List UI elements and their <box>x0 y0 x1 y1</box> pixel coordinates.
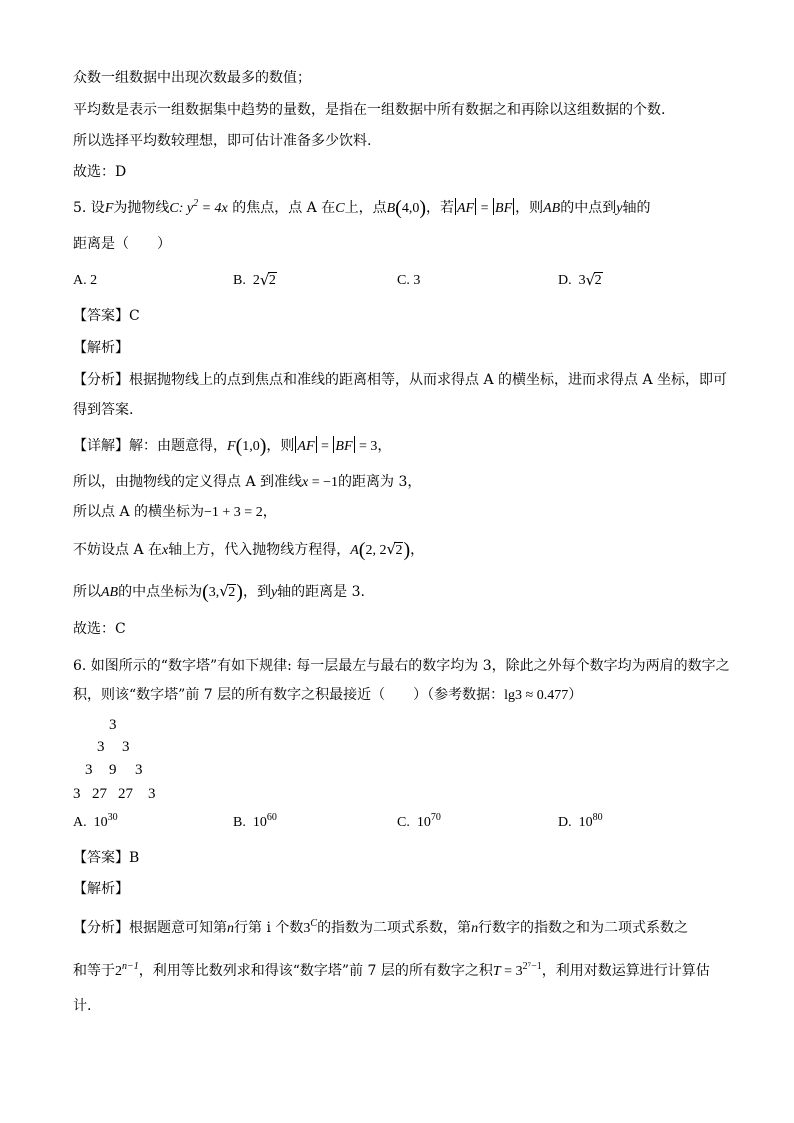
q5-solution-line-3 <box>73 502 277 523</box>
tower-cell: 27 <box>92 786 107 802</box>
tower-cell: 3 <box>85 762 93 778</box>
q6-option-d-base: 10 <box>578 815 593 830</box>
solution-midpoint: 3, <box>208 585 220 600</box>
fenxi-base: 2 <box>115 964 122 979</box>
q5-eq-exp: 2 <box>193 198 199 209</box>
tower-cell: 27 <box>118 786 133 802</box>
q6-text: 积，则该“数字塔”前 7 层的所有数字之积最接近（ ）（参考数据： <box>73 687 505 703</box>
solution-text: 不妨设点 A 在 <box>73 542 163 558</box>
q5-var-y: y <box>616 201 623 216</box>
q5-text: 的焦点，点 A 在 <box>232 200 336 216</box>
q5-fenxi-line-1 <box>73 370 727 390</box>
solution-seg-AB: AB <box>101 585 119 600</box>
fenxi-text: ，利用等比数列求和得该“数字塔”前 7 层的所有数字之积 <box>138 963 493 979</box>
xiangjie-var-F: F <box>227 439 236 454</box>
solution-text: 所以，由抛物线的定义得点 A 到准线 <box>73 474 303 490</box>
q6-option-c <box>397 813 441 833</box>
fenxi-text: 根据题意可知第 <box>129 920 227 936</box>
fenxi-text: 根据抛物线上的点到焦点和准线的距离相等，从而求得点 A 的横坐标，进而求得点 A 坐标，即可 <box>129 372 728 388</box>
q5-text: 上，点 <box>344 200 387 216</box>
q6-option-c-label: C. <box>397 815 410 830</box>
fenxi-base: = 3 <box>500 964 523 979</box>
q5-var-F: F <box>104 201 114 216</box>
tower-cell: 3 <box>109 717 117 733</box>
solution-var-x: x <box>302 475 309 490</box>
q6-option-c-exp: 70 <box>430 812 441 823</box>
q6-stem-line-1: 6. 如图所示的“数字塔”有如下规律: 每一层最左与最右的数字均为 3，除此之外每个数字均为两肩的数字之 <box>73 658 730 674</box>
solution-text: 轴的距离是 3. <box>277 584 365 600</box>
q6-fenxi-line-2 <box>73 961 710 982</box>
fenxi-var-T: T <box>492 964 501 979</box>
xiangjie-value: = 3， <box>355 439 392 454</box>
q5-option-d-coef: 3 <box>578 273 586 288</box>
solution-var-x: x <box>162 543 169 558</box>
q6-option-c-base: 10 <box>416 815 431 830</box>
q6-option-b-label: B. <box>233 815 246 830</box>
fenxi-var-n: n <box>471 921 479 936</box>
q5-stem-line-2: 距离是（ ） <box>73 236 171 252</box>
q6-fenxi-line-3: 计. <box>73 998 92 1014</box>
q6-option-a-label: A. <box>73 815 87 830</box>
solution-point-A: A <box>350 543 359 558</box>
q6-option-d-label: D. <box>558 815 572 830</box>
q5-option-b-coef: 2 <box>252 273 260 288</box>
fenxi-exp: 2⁷−1 <box>522 961 542 972</box>
q6-option-b <box>233 813 277 833</box>
fenxi-text: 的指数为二项式系数，第 <box>317 920 472 936</box>
solution-text: 的中点坐标为 <box>118 584 203 600</box>
q5-option-c: C. 3 <box>397 273 421 288</box>
fenxi-text: 行数字的指数之和为二项式系数之 <box>478 920 689 936</box>
fenxi-text: ，利用对数运算进行计算估 <box>541 963 710 979</box>
q5-text: 的中点到 <box>560 200 617 216</box>
intro-line-2: 平均数是表示一组数据集中趋势的量数，是指在一组数据中所有数据之和再除以这组数据的个数. <box>73 102 666 118</box>
q5-seg-AF: AF <box>457 201 475 216</box>
q6-text: ） <box>568 687 583 703</box>
q5-text: 轴的 <box>622 200 651 216</box>
tower-cell: 9 <box>109 762 117 778</box>
intro-line-1: 众数一组数据中出现次数最多的数值； <box>73 70 311 86</box>
solution-text: ，到 <box>242 584 271 600</box>
tower-cell: 3 <box>122 739 130 755</box>
solution-directrix: = −1 <box>308 475 339 490</box>
xiangjie-F-coords: 1,0 <box>242 439 260 454</box>
q5-text: 为抛物线 <box>113 200 170 216</box>
q5-eq-right: = 4x <box>198 201 228 216</box>
q5-solution-line-4: 不妨设点 A 在x轴上方，代入抛物线方程得，A(2, 2 √ 2)， <box>73 539 425 561</box>
q5-answer <box>73 306 140 326</box>
solution-text: ， <box>410 542 425 558</box>
q6-stem-line-2 <box>73 685 582 706</box>
q6-jiexi: 【解析】 <box>73 881 129 897</box>
q5-seg-AB: AB <box>543 201 561 216</box>
fenxi-text: 行第 i 个数 <box>234 920 304 936</box>
tower-cell: 3 <box>135 762 143 778</box>
solution-text: 所以 <box>73 584 101 600</box>
q5-text: ，则 <box>515 200 544 216</box>
q5-var-C: C <box>335 201 345 216</box>
fenxi-text: 和等于 <box>73 963 115 979</box>
fenxi-base: 3 <box>303 921 311 936</box>
solution-radicand: 2 <box>228 585 236 600</box>
q5-var-B: B <box>386 201 396 216</box>
q6-option-b-exp: 60 <box>266 812 277 823</box>
tower-cell: 3 <box>97 739 105 755</box>
q6-option-d <box>558 813 603 833</box>
q5-final-answer: 故选：C <box>73 621 126 637</box>
xiangjie-seg-AF: AF <box>297 439 315 454</box>
q6-reference-data: lg3 ≈ 0.477 <box>504 688 569 703</box>
q5-jiexi: 【解析】 <box>73 340 129 356</box>
q6-answer <box>73 848 139 868</box>
q5-stem-line-1: 5. 设F为抛物线C: $y^2 = 4x$ 的焦点，点 A 在C上，点B(4,0)，若 AF = BF ，则AB的中点到y轴的 <box>73 197 651 219</box>
q6-option-d-exp: 80 <box>592 812 603 823</box>
q5-text: ，若 <box>426 200 454 216</box>
xiangjie-text: 解：由题意得， <box>129 438 227 454</box>
q5-fenxi-line-2: 得到答案. <box>73 402 134 418</box>
xiangjie-text: ，则 <box>266 438 295 454</box>
fenxi-exp: C <box>310 918 318 929</box>
q5-parabola-eq <box>178 198 228 216</box>
q5-option-d-label: D. <box>558 273 572 288</box>
fenxi-var-n: n <box>227 921 234 936</box>
xiangjie-tag: 【详解】 <box>73 438 129 454</box>
solution-text: 的距离为 3， <box>338 474 422 490</box>
q5-seg-BF: BF <box>495 201 513 216</box>
q5-option-b-label: B. <box>233 273 246 288</box>
q5-option-b-radicand: 2 <box>268 273 276 288</box>
q5-option-d-radicand: 2 <box>594 273 602 288</box>
fenxi-exp: n−1 <box>122 961 139 972</box>
solution-text: ， <box>262 504 277 520</box>
xiangjie-seg-BF: BF <box>335 439 353 454</box>
solution-radicand: 2 <box>395 543 403 558</box>
q5-option-a: A. 2 <box>73 273 98 288</box>
q5-solution-line-2 <box>73 472 421 493</box>
q5-var-C: C <box>169 201 179 216</box>
intro-line-3: 所以选择平均数较理想，即可估计准备多少饮料. <box>73 133 372 149</box>
answer-value: C <box>129 308 140 324</box>
solution-text: 所以点 A 的横坐标为 <box>73 504 205 520</box>
answer-tag: 【答案】 <box>73 850 129 866</box>
answer-tag: 【答案】 <box>73 308 129 324</box>
fenxi-tag: 【分析】 <box>73 372 129 388</box>
q5-eq-left: : y <box>178 201 194 216</box>
q6-option-a-exp: 30 <box>107 812 118 823</box>
solution-var-y: y <box>270 585 278 600</box>
q6-option-a <box>73 813 118 833</box>
answer-value: B <box>129 850 140 866</box>
q5-option-b: B. 2 √ 2 <box>233 271 276 289</box>
q5-number: 5. 设 <box>73 200 105 216</box>
q5-solution-line-5: 所以AB的中点坐标为(3, √ 2)，到y轴的距离是 3. <box>73 581 365 603</box>
q6-fenxi-line-1 <box>73 918 688 939</box>
tower-cell: 3 <box>148 786 156 802</box>
tower-cell: 3 <box>73 786 81 802</box>
q5-point-B-coords: 4,0 <box>401 201 420 216</box>
solution-coords: 2, 2 <box>365 543 387 558</box>
solution-calc: −1 + 3 = 2 <box>204 505 263 520</box>
solution-text: 轴上方，代入抛物线方程得， <box>168 542 351 558</box>
q5-option-d: D. 3 √ 2 <box>558 271 602 289</box>
q6-option-b-base: 10 <box>252 815 267 830</box>
fenxi-tag: 【分析】 <box>73 920 129 936</box>
intro-answer: 故选：D <box>73 164 127 180</box>
q6-option-a-base: 10 <box>93 815 108 830</box>
q5-xiangjie-line-1: 【详解】解：由题意得，F(1,0)，则 AF = BF = 3， <box>73 435 392 457</box>
